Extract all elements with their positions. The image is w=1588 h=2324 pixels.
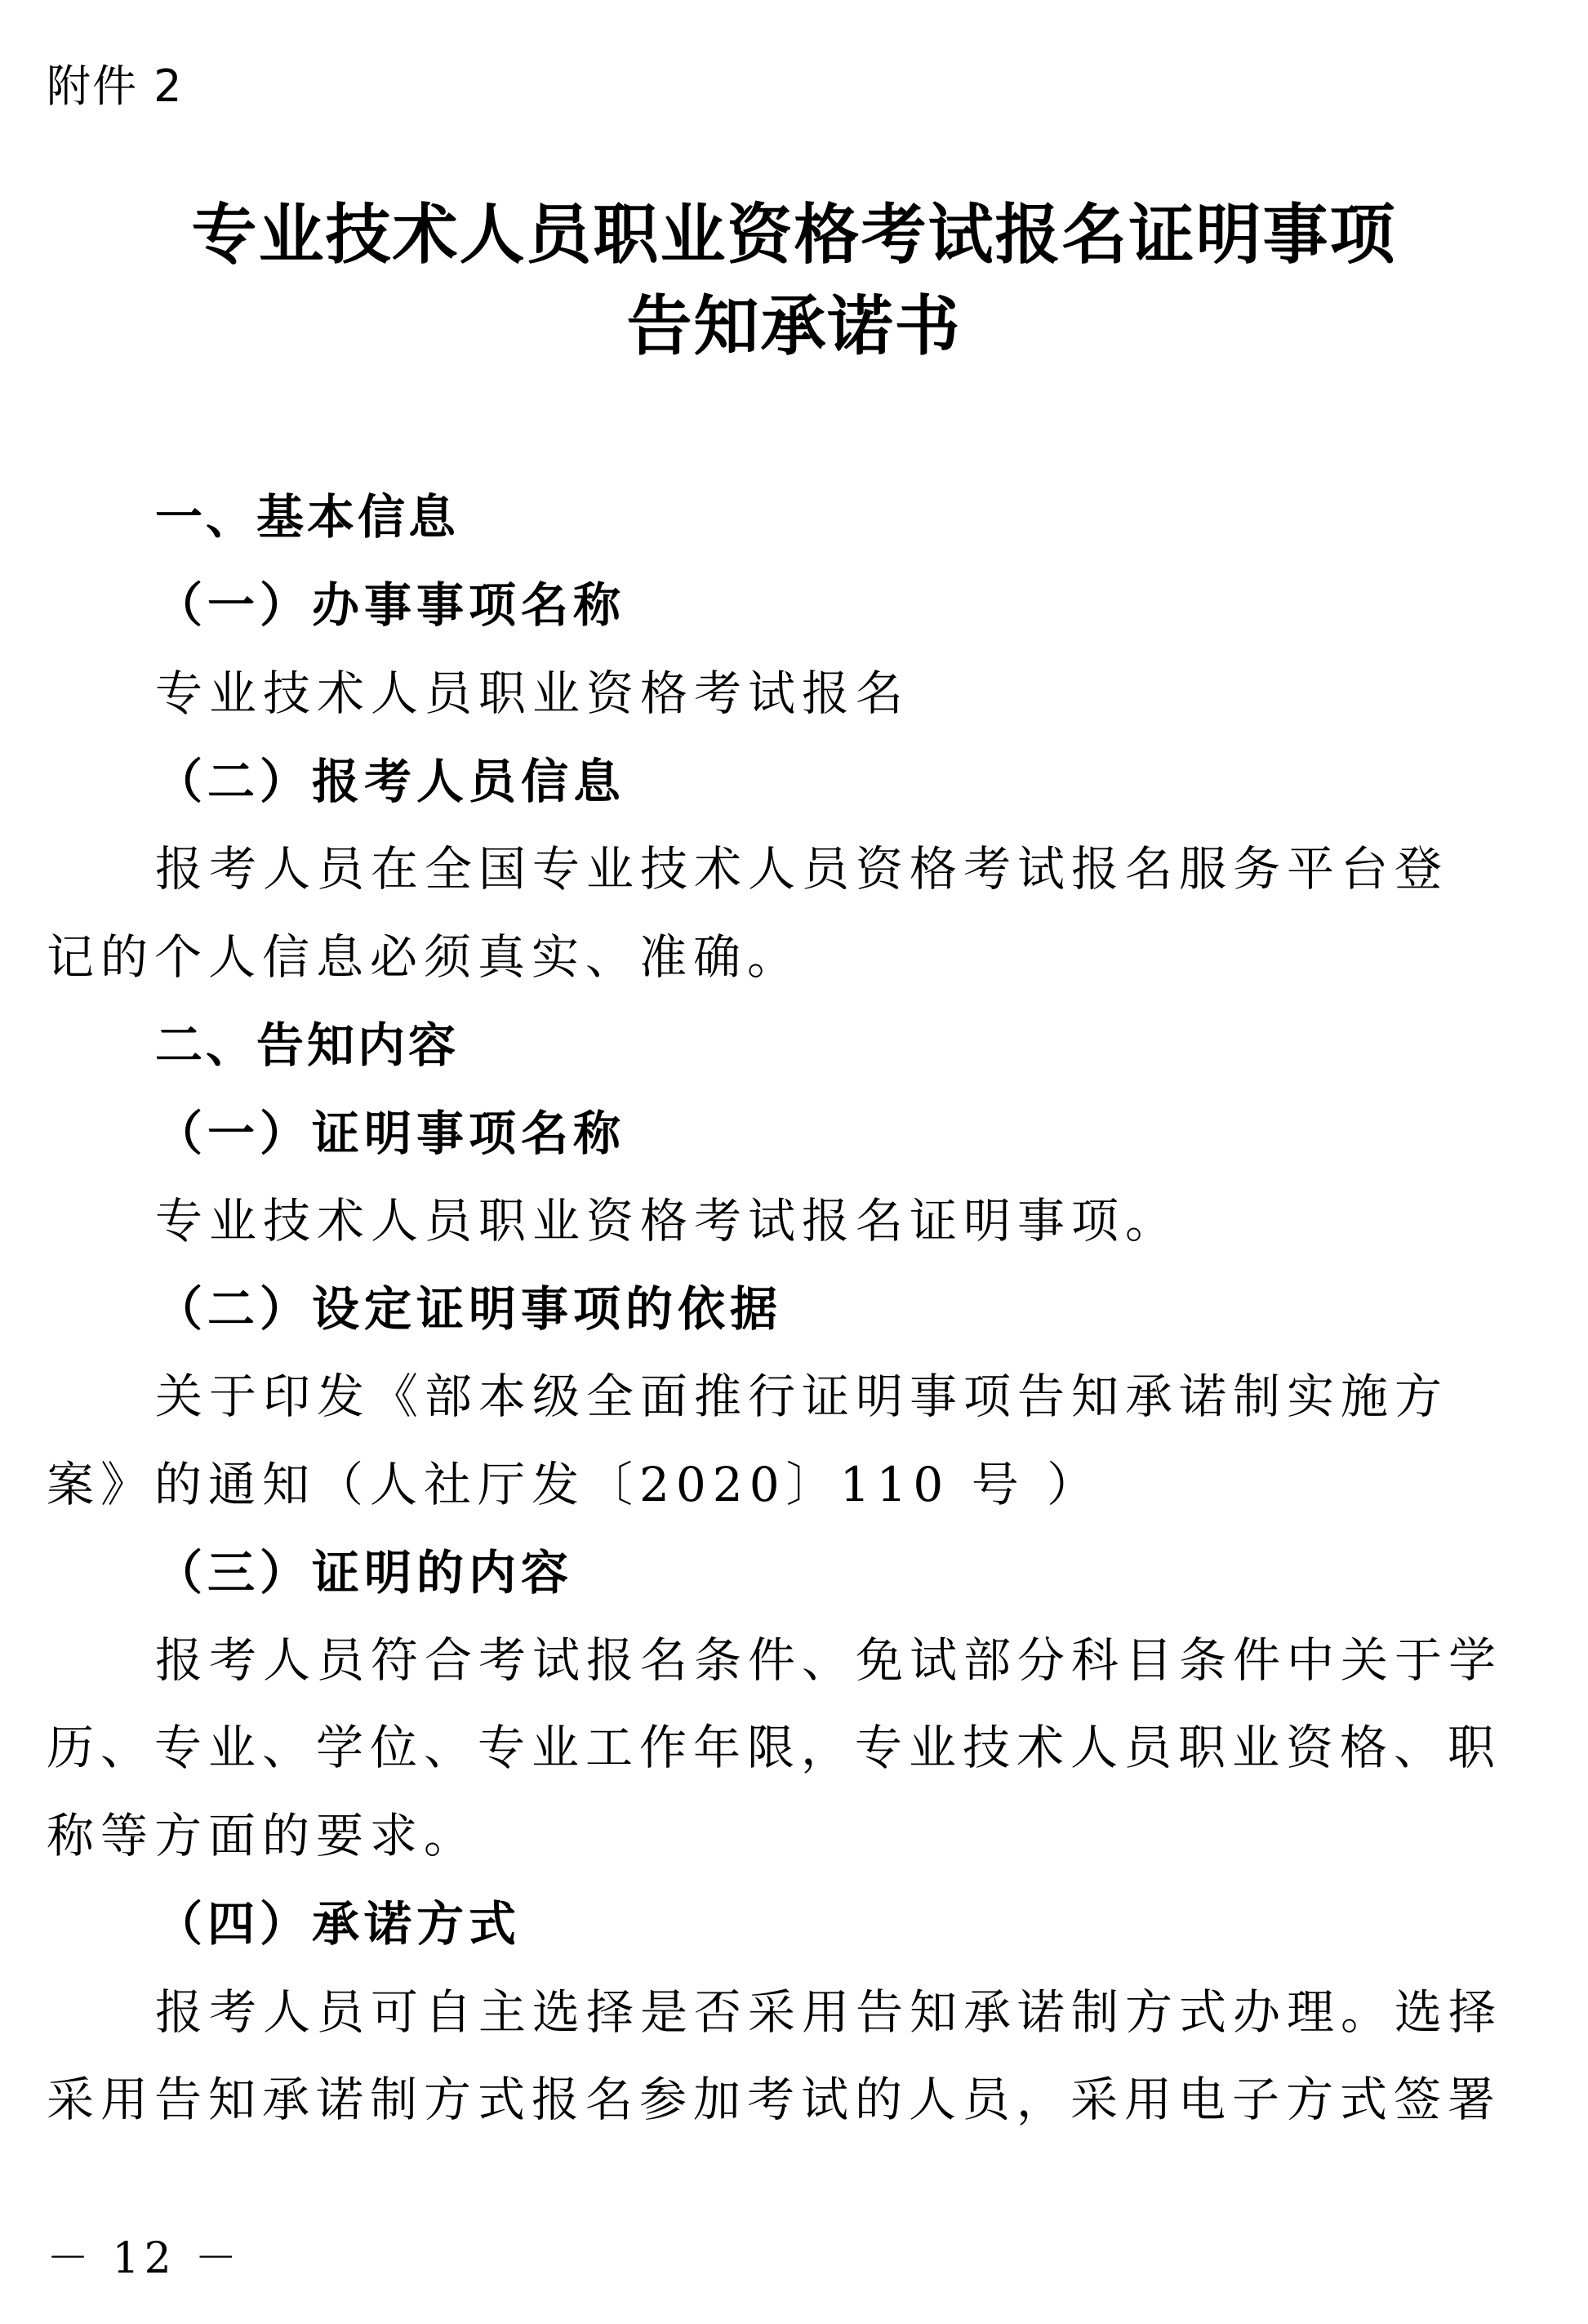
paragraph-legal-basis-line-2: 案》的通知（人社厅发〔2020〕110 号 ） xyxy=(47,1457,1101,1512)
subheading-applicant-info: （二）报考人员信息 xyxy=(155,754,626,809)
paragraph-legal-basis-line-1: 关于印发《部本级全面推行证明事项告知承诺制实施方 xyxy=(155,1369,1449,1424)
document-title-line-2: 告知承诺书 xyxy=(626,288,962,364)
paragraph-item-name: 专业技术人员职业资格考试报名 xyxy=(155,666,910,721)
paragraph-commitment-method-line-2: 采用告知承诺制方式报名参加考试的人员，采用电子方式签署 xyxy=(47,2072,1502,2127)
paragraph-proof-content-line-2: 历、专业、学位、专业工作年限，专业技术人员职业资格、职 xyxy=(47,1720,1502,1775)
section-heading-notice-content: 二、告知内容 xyxy=(155,1017,460,1073)
section-heading-basic-info: 一、基本信息 xyxy=(155,489,460,545)
document-title-line-1: 专业技术人员职业资格考试报名证明事项 xyxy=(191,197,1397,273)
paragraph-applicant-info-line-1: 报考人员在全国专业技术人员资格考试报名服务平台登 xyxy=(155,841,1449,897)
subheading-proof-item-name: （一）证明事项名称 xyxy=(155,1106,626,1161)
subheading-item-name: （一）办事事项名称 xyxy=(155,577,626,633)
subheading-proof-content: （三）证明的内容 xyxy=(155,1545,574,1601)
paragraph-proof-item-name: 专业技术人员职业资格考试报名证明事项。 xyxy=(155,1193,1180,1249)
subheading-legal-basis: （二）设定证明事项的依据 xyxy=(155,1281,783,1337)
paragraph-proof-content-line-3: 称等方面的要求。 xyxy=(47,1808,478,1863)
subheading-commitment-method: （四）承诺方式 xyxy=(155,1896,522,1952)
paragraph-applicant-info-line-2: 记的个人信息必须真实、准确。 xyxy=(47,929,802,985)
attachment-label: 附件 2 xyxy=(47,60,184,112)
paragraph-proof-content-line-1: 报考人员符合考试报名条件、免试部分科目条件中关于学 xyxy=(155,1632,1503,1688)
page-number: － 12 － xyxy=(47,2234,242,2283)
paragraph-commitment-method-line-1: 报考人员可自主选择是否采用告知承诺制方式办理。选择 xyxy=(155,1984,1503,2040)
